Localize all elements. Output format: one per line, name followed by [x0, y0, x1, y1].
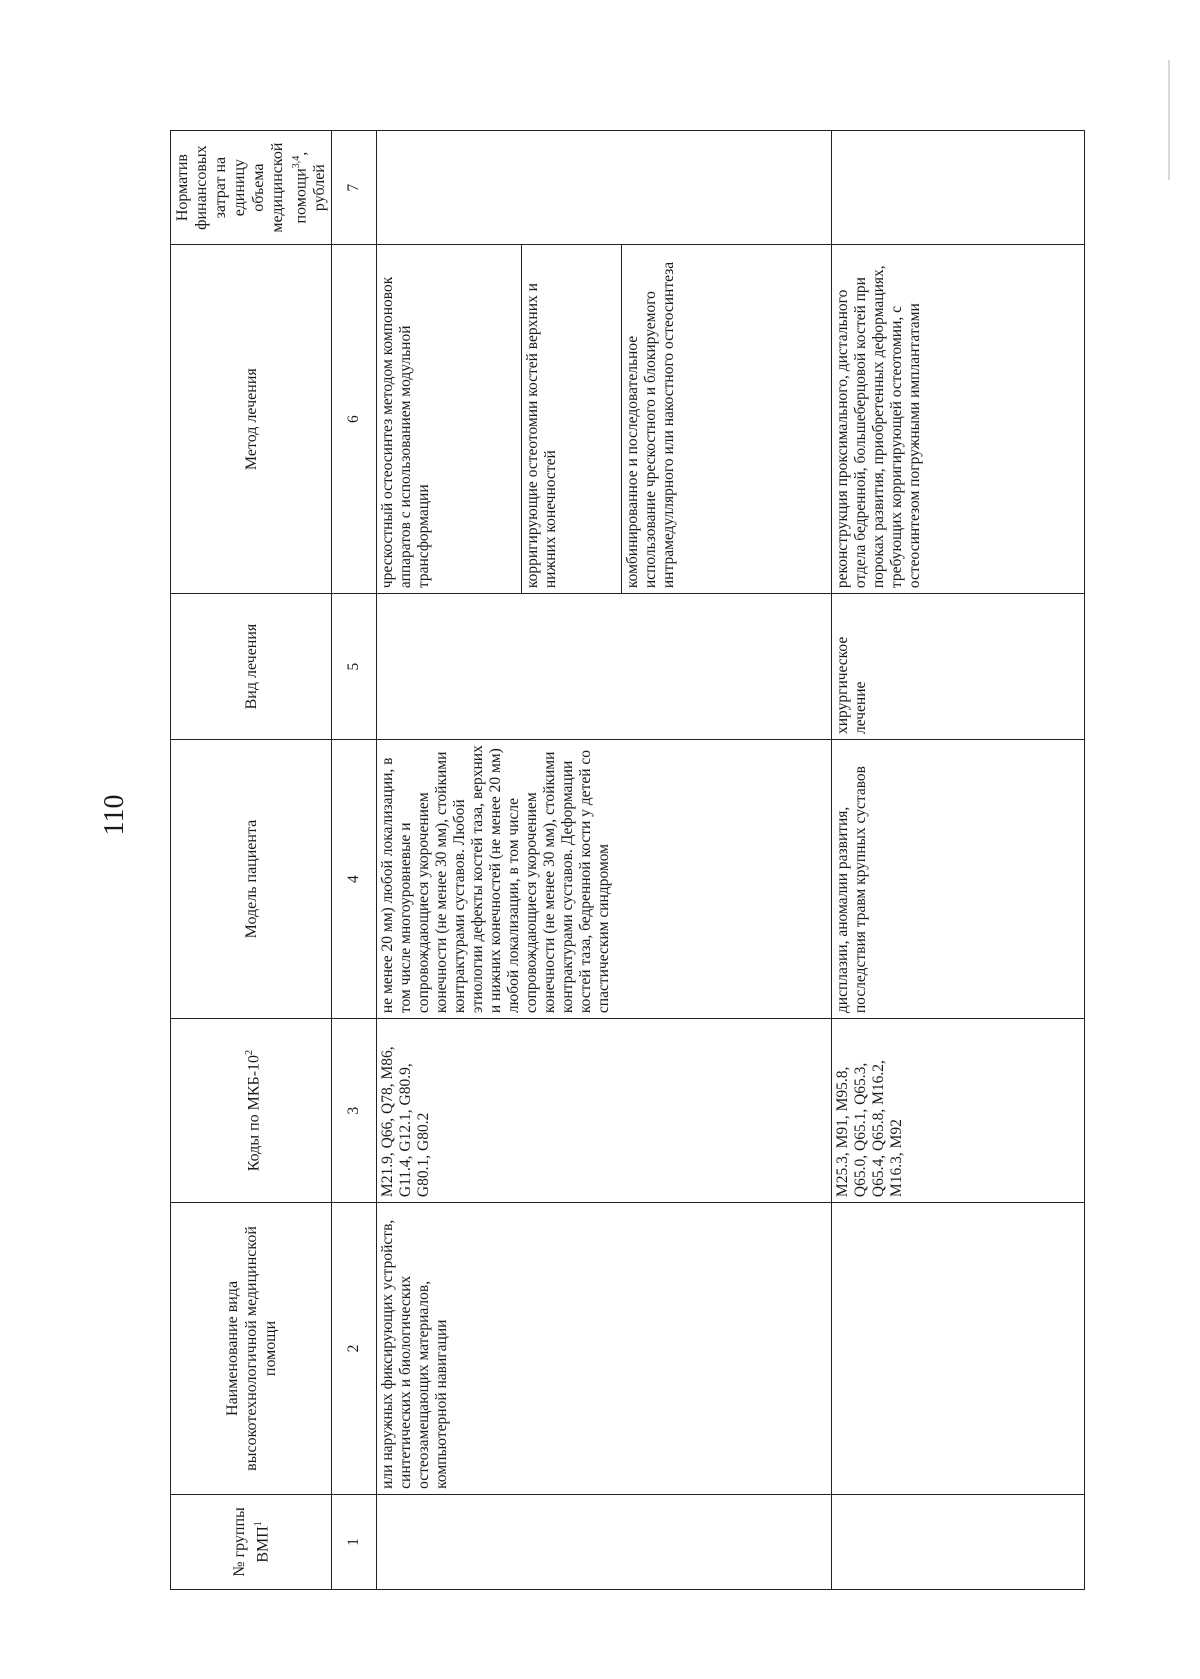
- col-number: 1: [332, 1494, 377, 1589]
- header-group-number: № группы ВМП$^1$: [171, 1494, 332, 1589]
- group-cell: [377, 1494, 832, 1589]
- header-row: [171, 131, 332, 1590]
- col-number: 3: [332, 1019, 377, 1203]
- col-number: 6: [332, 245, 377, 594]
- header-treatment-method: Метод лечения: [171, 245, 332, 594]
- header-cost-norm: Норматив финансовых затрат на единицу объема медицинской помощи$^{3,4}$, рублей: [171, 131, 332, 245]
- care-name-cell: или наружных фиксирующих устройств, синтетических и биологических остеозамещающих материалов, компьютерной навигации: [377, 1203, 832, 1495]
- header-treatment-type: Вид лечения: [171, 594, 332, 740]
- col-number: 2: [332, 1203, 377, 1495]
- icd-codes-cell: M21.9, Q66, Q78, M86, G11.4, G12.1, G80.9, G80.1, G80.2: [377, 1019, 832, 1203]
- treatment-method-cell: реконструкция проксимального, дистального отдела бедренной, большеберцовой костей при пороках развития, приобретенных деформациях, требующих корригирующей остеотомии, с остеосинтезом погружными имплантатами: [832, 245, 1085, 594]
- method-item: чрескостный остеосинтез методом компоновок аппаратов с использованием модульной трансформации: [377, 245, 522, 593]
- method-item: корригирующие остеотомии костей верхних и нижних конечностей: [522, 245, 622, 593]
- patient-model-cell: дисплазии, аномалии развития, последствия травм крупных суставов: [832, 740, 1085, 1019]
- vmp-table: [170, 130, 1085, 1590]
- header-icd-codes: Коды по МКБ-$10^2$: [171, 1019, 332, 1203]
- treatment-method-cell: [377, 245, 832, 594]
- column-number-row: [332, 131, 377, 1590]
- icd-codes-cell: M25.3, M91, M95.8, Q65.0, Q65.1, Q65.3, Q65.4, Q65.8, M16.2, M16.3, M92: [832, 1019, 1085, 1203]
- group-cell: [832, 1494, 1085, 1589]
- treatment-type-cell: хирургическое лечение: [832, 594, 1085, 740]
- table-row: [377, 131, 832, 1590]
- method-item: комбинированное и последовательное использование чрескостного и блокируемого интрамедуллярного или накостного остеосинтеза: [624, 261, 678, 589]
- page-number: 110: [99, 794, 130, 836]
- cost-norm-cell: [832, 131, 1085, 245]
- header-patient-model: Модель пациента: [171, 740, 332, 1019]
- cost-norm-cell: [377, 131, 832, 245]
- table-row: [832, 131, 1085, 1590]
- care-name-cell: [832, 1203, 1085, 1495]
- col-number: 7: [332, 131, 377, 245]
- patient-model-cell: не менее 20 мм) любой локализации, в том числе многоуровневые и сопровождающиеся укорочением конечности (не менее 30 мм), стойкими контрактурами суставов. Любой этиологии дефекты костей таза, верхних и нижних конечностей (не менее 20 мм) любой локализации, в том числе сопровождающиеся укорочением конечности (не менее 30 мм), стойкими контрактурами суставов. Деформации костей таза, бедренной кости у детей со спастическим синдромом: [377, 740, 832, 1019]
- header-care-name: Наименование вида высокотехнологичной медицинской помощи: [171, 1203, 332, 1495]
- scan-mark: [1168, 60, 1170, 180]
- treatment-type-cell: [377, 594, 832, 740]
- col-number: 5: [332, 594, 377, 740]
- col-number: 4: [332, 740, 377, 1019]
- medical-care-table: [170, 130, 1085, 1590]
